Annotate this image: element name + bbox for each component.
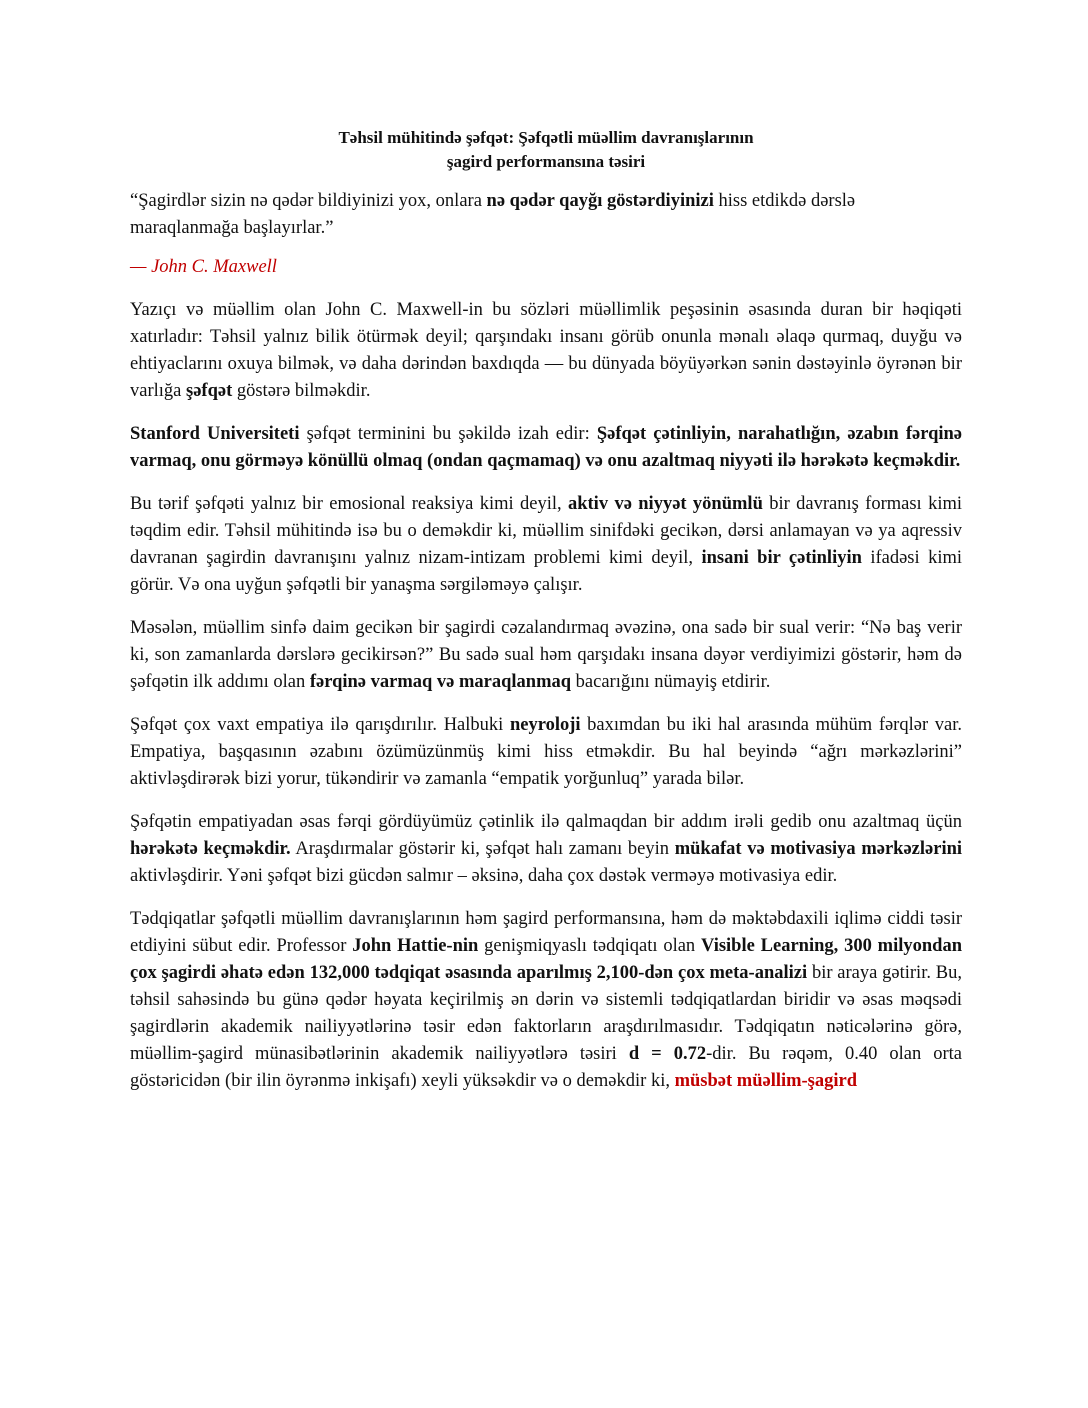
paragraph-emphasis: mükafat və motivasiya mərkəzlərini [674,839,963,859]
paragraph-text: bacarığını nümayiş etdirir. [571,672,771,692]
paragraph-emphasis: fərqinə varmaq və maraqlanmaq [309,672,572,692]
paragraph-emphasis: Şəfqət çətinliyin, narahatlığın, əzabın fərqinə varmaq, onu görməyə könüllü olmaq (ondan qaçmamaq) və onu azaltmaq niyyəti ilə hərəkətə keçməkdir. [130,424,963,471]
paragraph-emphasis: Visible Learning, 300 milyondan çox şagirdi əhatə edən 132,000 tədqiqat əsasında aparılmış 2,100-dən çox meta-analizi [130,936,962,983]
paragraph-text: göstərə bilməkdir. [232,381,371,401]
title-line-1: Təhsil mühitində şəfqət: Şəfqətli müəllim davranışlarının [338,128,754,147]
paragraph-4 [130,615,962,696]
paragraph-emphasis: d = 0.72 [628,1044,707,1064]
paragraph-emphasis: hərəkətə keçməkdir. [130,839,291,859]
title-line-2: şagird performansına təsiri [446,152,646,171]
quote-emphasis: nə qədər qayğı göstərdiyinizi [486,191,714,211]
paragraph-emphasis: John Hattie-nin [352,936,479,956]
paragraph-text: bir davranış forması kimi təqdim edir. Təhsil mühitində isə bu o deməkdir ki, müəllim sinifdəki gecikən, dərsi anlamayan və ya aqressiv davranan şagirdin davranışını yalnız nizam-intizam problemi kimi deyil, [130,494,962,568]
paragraph-3 [130,491,962,599]
paragraph-emphasis: neyroloji [509,715,581,735]
paragraph-text: Şəfqətin empatiyadan əsas fərqi gördüyümüz çətinlik ilə qalmaqdan bir addım irəli gedib onu azaltmaq üçün [130,812,962,832]
paragraph-text: şəfqət terminini bu şəkildə izah edir: [299,424,597,444]
paragraph-text: -dir. Bu rəqəm, 0.40 olan orta göstəricidən (bir ilin öyrənmə inkişafı) xeyli yüksəkdir və o deməkdir ki, [130,1044,962,1091]
paragraph-text: bir araya gətirir. Bu, təhsil sahəsində bu günə qədər həyata keçirilmiş ən dərin və sistemli tədqiqatlardan biridir və əsas məqsədi şagirdlərin akademik nailiyyətlərinə təsir edən faktorların araşdırılmasıdır. Tədqiqatın nəticələrinə görə, müəllim-şagird münasibətlərinin akademik nailiyyətlərə təsiri [130,963,962,1064]
paragraph-emphasis: Stanford Universiteti [130,424,300,444]
paragraph-emphasis: aktiv və niyyət yönümlü [567,494,763,514]
paragraph-text: Bu tərif şəfqəti yalnız bir emosional reaksiya kimi deyil, [130,494,568,514]
paragraph-text: Tədqiqatlar şəfqətli müəllim davranışlarının həm şagird performansına, həm də məktəbdaxili iqlimə ciddi təsir etdiyini sübut edir. Professor [130,909,962,956]
paragraph-6 [130,809,962,890]
document-title [130,126,962,174]
paragraph-text: baxımdan bu iki hal arasında mühüm fərqlər var. Empatiya, başqasının əzabını özümüzünmüş kimi hiss etməkdir. Bu hal beyində “ağrı mərkəzlərini” aktivləşdirərək bizi yorur, tükəndirir və zamanla “empatik yorğunluq” yarada bilər. [130,715,962,789]
paragraph-text: Məsələn, müəllim sinfə daim gecikən bir şagirdi cəzalandırmaq əvəzinə, ona sadə bir sual verir: “Nə baş verir ki, son zamanlarda dərslərə gecikirsən?” Bu sadə sual həm qarşıdakı insana dəyər verdiyimizi göstərir, həm də şəfqətin ilk addımı olan [130,618,962,692]
epigraph-quote [130,188,962,242]
paragraph-text: aktivləşdirir. Yəni şəfqət bizi gücdən salmır – əksinə, daha çox dəstək verməyə motivasiya edir. [130,866,838,886]
paragraph-text: ifadəsi kimi görür. Və ona uyğun şəfqətli bir yanaşma sərgiləməyə çalışır. [130,548,962,595]
paragraph-red-emphasis: müsbət müəllim-şagird [674,1071,858,1091]
paragraph-text: Yazıçı və müəllim olan John C. Maxwell-in bu sözləri müəllimlik peşəsinin əsasında duran bir həqiqəti xatırladır: Təhsil yalnız bilik ötürmək deyil; qarşındakı insanı görüb onunla mənalı əlaqə qurmaq, duyğu və ehtiyaclarını oxuya bilmək, və daha dərindən baxdıqda — bu dünyada böyüyərkən sənin dəstəyinlə öyrənən bir varlığa [130,300,962,401]
quote-author: — John C. Maxwell [130,257,277,277]
paragraph-emphasis: insani bir çətinliyin [701,548,862,568]
document-page [130,0,962,1095]
paragraph-text: genişmiqyaslı tədqiqatı olan [478,936,702,956]
paragraph-text: Şəfqət çox vaxt empatiya ilə qarışdırılır. Halbuki [130,715,510,735]
paragraph-emphasis: şəfqət [186,381,233,401]
paragraph-2 [130,421,962,475]
paragraph-1 [130,297,962,405]
paragraph-7 [130,906,962,1095]
quote-text: “Şagirdlər sizin nə qədər bildiyinizi yox, onlara [130,191,487,211]
paragraph-5 [130,712,962,793]
quote-text-end: hiss etdikdə dərslə maraqlanmağa başlayırlar.” [130,191,856,238]
paragraph-text: Araşdırmalar göstərir ki, şəfqət halı zamanı beyin [290,839,675,859]
